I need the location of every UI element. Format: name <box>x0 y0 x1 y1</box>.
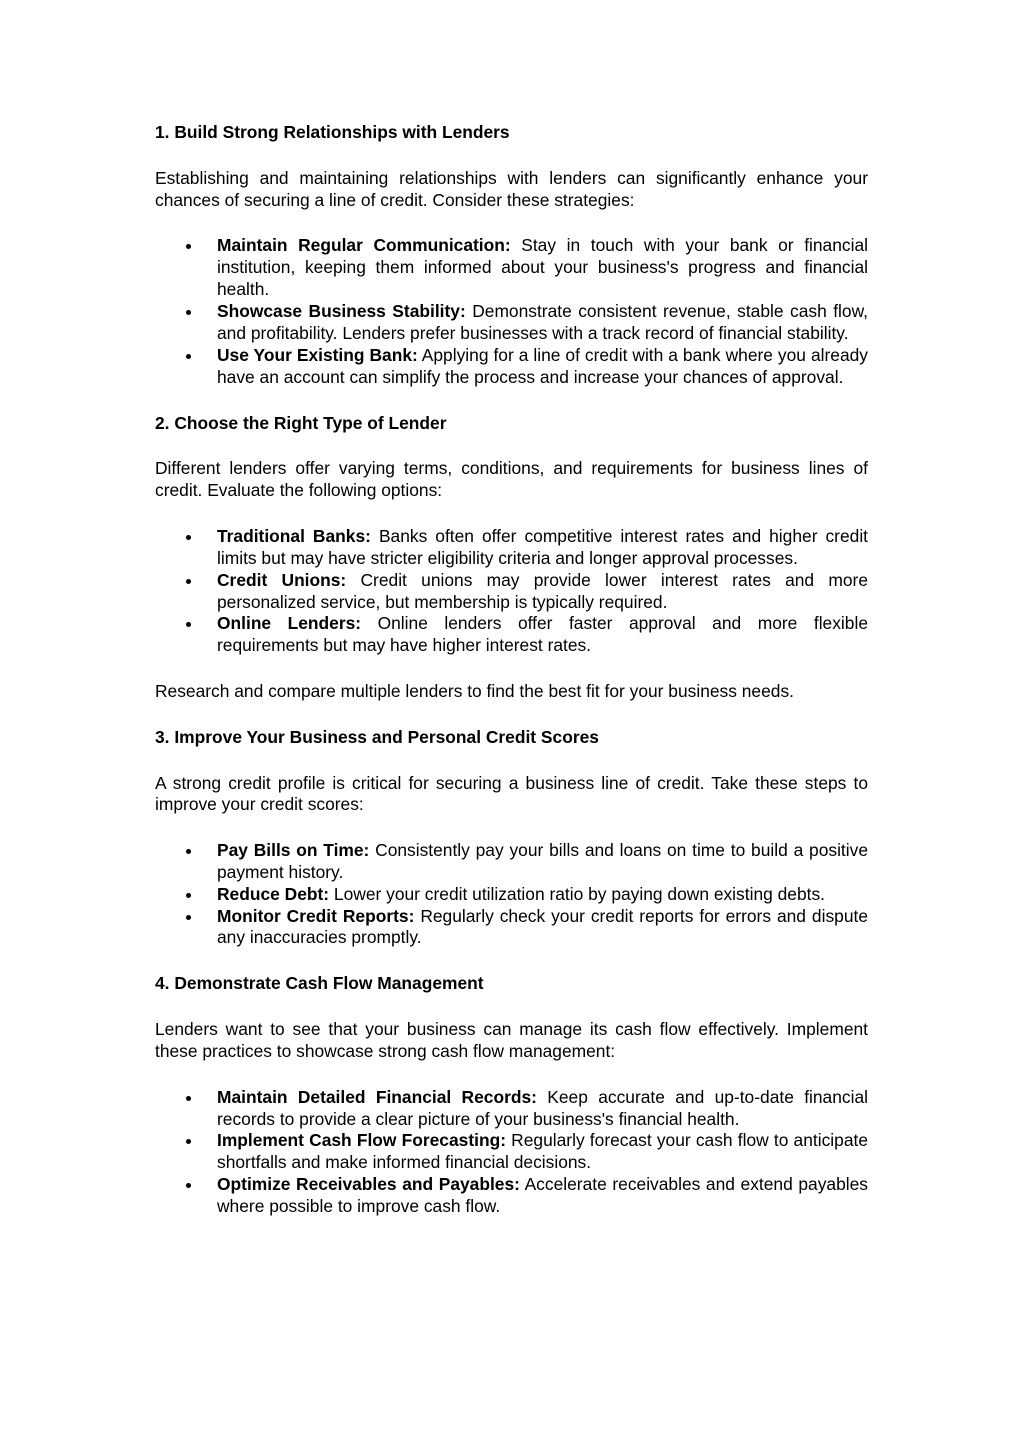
bullet-icon <box>186 1096 191 1101</box>
item-term: Use Your Existing Bank: <box>217 344 418 365</box>
list-item <box>155 345 868 389</box>
section-heading: 4. Demonstrate Cash Flow Management <box>155 973 484 994</box>
item-term: Traditional Banks: <box>217 525 371 546</box>
item-text: Keep accurate and up-to-date financial records to provide a clear picture of your business's financial health. <box>217 1086 868 1129</box>
bullet-list <box>155 526 868 657</box>
bullet-list <box>155 1087 868 1218</box>
item-text: Regularly check your credit reports for errors and dispute any inaccuracies promptly. <box>217 905 868 948</box>
section-outro: Research and compare multiple lenders to find the best fit for your business needs. <box>155 681 794 702</box>
item-term: Implement Cash Flow Forecasting: <box>217 1130 506 1151</box>
section-intro: Different lenders offer varying terms, conditions, and requirements for business lines of credit. Evaluate the following options: <box>155 458 868 501</box>
item-text: Accelerate receivables and extend payables where possible to improve cash flow. <box>217 1174 868 1217</box>
bullet-icon <box>186 915 191 920</box>
list-item <box>155 570 868 614</box>
item-term: Monitor Credit Reports: <box>217 905 415 926</box>
item-text: Stay in touch with your bank or financial institution, keeping them informed about your business's progress and financial health. <box>217 235 868 300</box>
list-item <box>155 1130 868 1174</box>
list-item <box>155 613 868 657</box>
item-term: Pay Bills on Time: <box>217 839 370 860</box>
bullet-icon <box>186 1183 191 1188</box>
item-term: Credit Unions: <box>217 569 347 590</box>
list-item <box>155 301 868 345</box>
section-heading: 2. Choose the Right Type of Lender <box>155 412 447 433</box>
item-text: Lower your credit utilization ratio by paying down existing debts. <box>329 883 825 904</box>
item-text: Banks often offer competitive interest rates and higher credit limits but may have stricter eligibility criteria and longer approval processes. <box>217 525 869 568</box>
bullet-icon <box>186 244 191 249</box>
list-item <box>155 235 868 301</box>
section-choose-lender <box>155 413 868 704</box>
item-term: Maintain Detailed Financial Records: <box>217 1086 537 1107</box>
section-intro: Establishing and maintaining relationships with lenders can significantly enhance your chances of securing a line of credit. Consider these strategies: <box>155 167 868 210</box>
list-item <box>155 1174 868 1218</box>
bullet-icon <box>186 310 191 315</box>
section-heading: 1. Build Strong Relationships with Lenders <box>155 122 510 142</box>
section-build-relationships <box>155 122 868 389</box>
list-item <box>155 1087 868 1131</box>
section-cash-flow <box>155 973 868 1218</box>
bullet-icon <box>186 849 191 854</box>
item-term: Optimize Receivables and Payables: <box>217 1174 520 1195</box>
section-heading: 3. Improve Your Business and Personal Credit Scores <box>155 726 599 747</box>
document-page <box>155 122 868 1242</box>
item-text: Demonstrate consistent revenue, stable cash flow, and profitability. Lenders prefer businesses with a track record of financial stability. <box>217 300 868 343</box>
section-intro: A strong credit profile is critical for securing a business line of credit. Take these steps to improve your credit scores: <box>155 772 868 815</box>
list-item <box>155 526 868 570</box>
item-term: Showcase Business Stability: <box>217 300 466 321</box>
bullet-icon <box>186 1139 191 1144</box>
bullet-icon <box>186 622 191 627</box>
list-item <box>155 840 868 884</box>
section-intro: Lenders want to see that your business can manage its cash flow effectively. Implement these practices to showcase strong cash flow management: <box>155 1019 868 1062</box>
list-item <box>155 884 868 906</box>
bullet-list <box>155 235 868 388</box>
item-text: Regularly forecast your cash flow to anticipate shortfalls and make informed financial decisions. <box>217 1130 868 1173</box>
item-term: Reduce Debt: <box>217 883 330 904</box>
bullet-list <box>155 840 868 950</box>
item-term: Maintain Regular Communication: <box>217 235 511 256</box>
bullet-icon <box>186 535 191 540</box>
item-text: Applying for a line of credit with a bank where you already have an account can simplify the process and increase your chances of approval. <box>217 344 868 387</box>
item-term: Online Lenders: <box>217 613 362 634</box>
item-text: Credit unions may provide lower interest rates and more personalized service, but membership is typically required. <box>217 569 868 612</box>
list-item <box>155 906 868 950</box>
bullet-icon <box>186 579 191 584</box>
bullet-icon <box>186 354 191 359</box>
item-text: Consistently pay your bills and loans on time to build a positive payment history. <box>217 839 868 882</box>
bullet-icon <box>186 893 191 898</box>
section-credit-scores <box>155 727 868 950</box>
item-text: Online lenders offer faster approval and more flexible requirements but may have higher interest rates. <box>217 613 868 656</box>
